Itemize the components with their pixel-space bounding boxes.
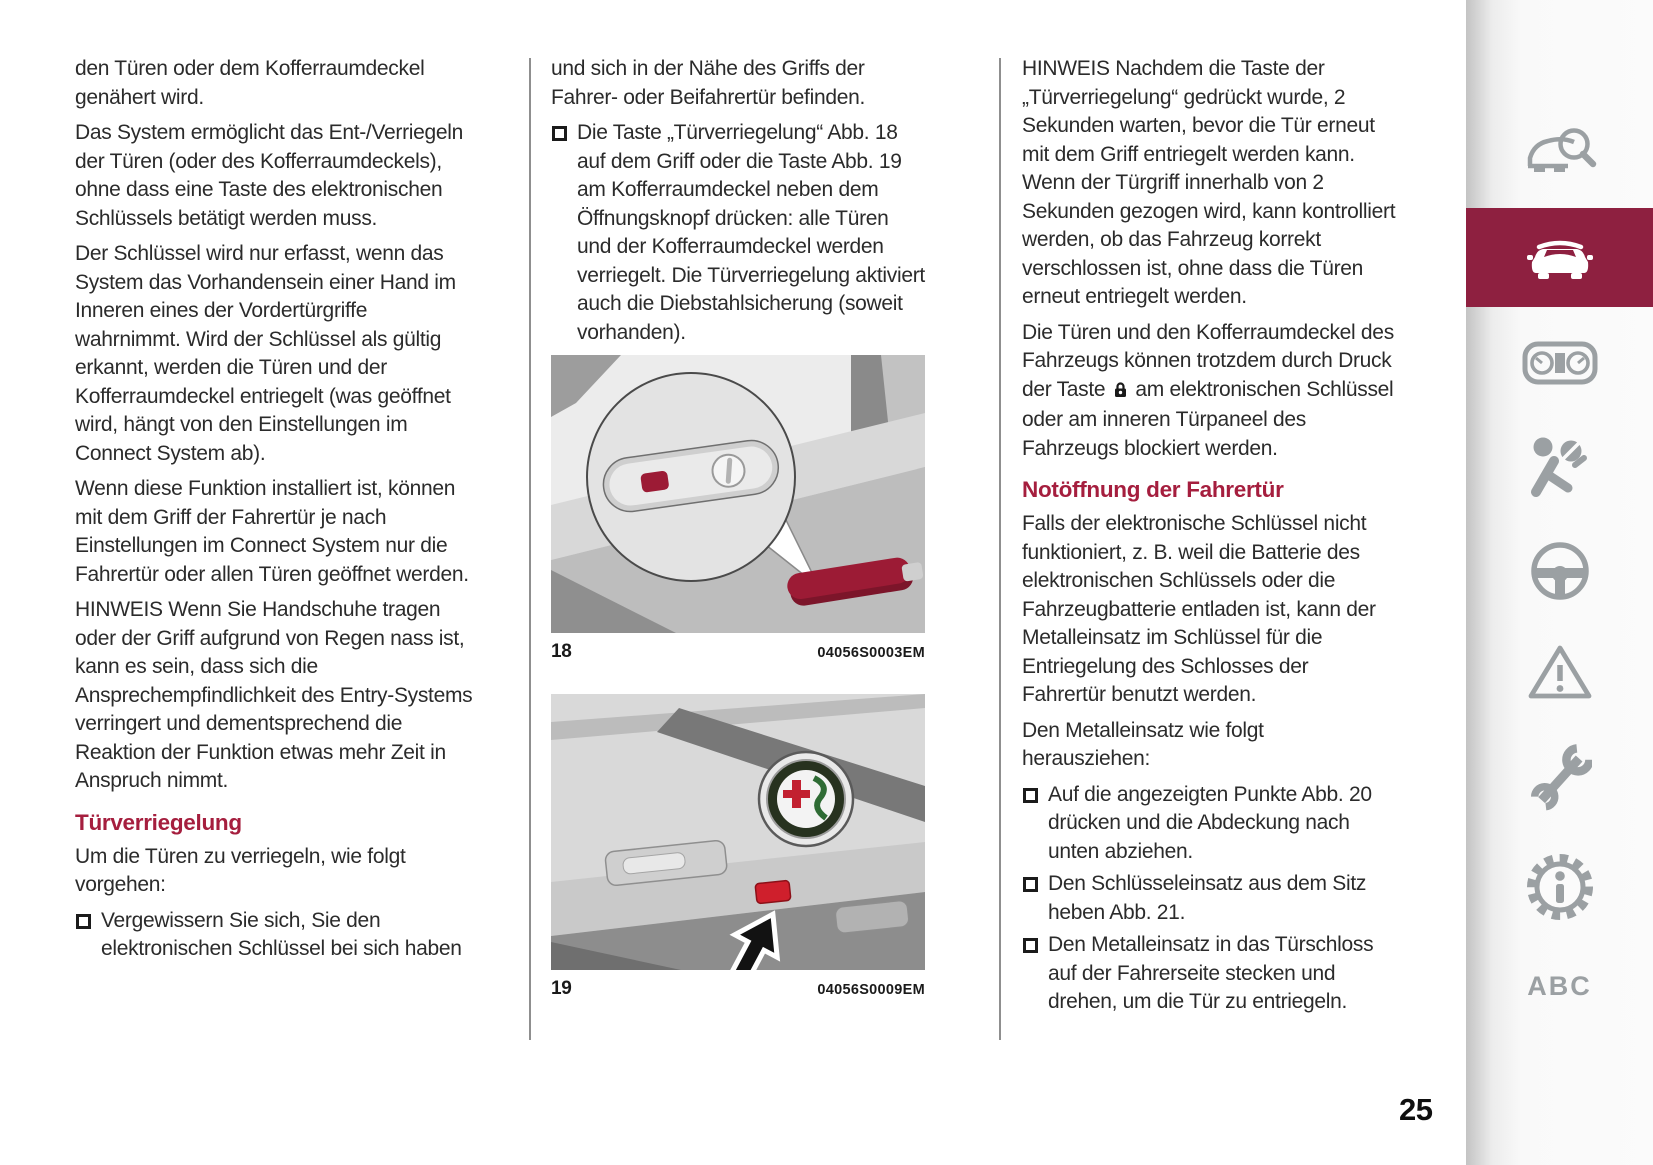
section-heading-tuerverriegelung: Türverriegelung (75, 809, 242, 835)
paragraph: Um die Türen zu verriegeln, wie folgt vorgehen: (75, 844, 406, 896)
square-bullet-icon (1023, 938, 1038, 953)
paragraph-text: am elektronischen Schlüssel oder am inneren Türpaneel des Fahrzeugs blockiert werden. (1022, 377, 1394, 460)
wrench-icon (1528, 737, 1592, 821)
figure-18 (551, 355, 925, 668)
steering-wheel-icon (1529, 540, 1591, 602)
figure-code: 04056S0003EM (817, 645, 925, 661)
paragraph: Das System ermöglicht das Ent-/Verriegeln der Türen (oder des Kofferraumdeckels), ohne dass eine Taste des elektronischen Schlüssels betätigt werden muss. (75, 121, 464, 230)
sidebar-item-dashboard[interactable] (1466, 334, 1653, 392)
paragraph: Den Metalleinsatz wie folgt herausziehen: (1022, 718, 1264, 770)
paragraph: Wenn diese Funktion installiert ist, können mit dem Griff der Fahrertür je nach Einstellungen im Connect System nur die Fahrertür oder allen Türen geöffnet werden. (75, 477, 469, 586)
sidebar-item-safety[interactable] (1466, 432, 1653, 500)
list-item (551, 119, 925, 347)
list-item-text: Vergewissern Sie sich, Sie den elektronischen Schlüssel bei sich haben (101, 908, 462, 960)
figure-number: 19 (551, 977, 572, 999)
trunk-lid-illustration (551, 694, 925, 970)
airbag-icon (1528, 434, 1592, 498)
sidebar-item-technical-data[interactable] (1466, 846, 1653, 928)
square-bullet-icon (552, 126, 567, 141)
info-gear-icon (1522, 849, 1598, 925)
column-right (1022, 55, 1396, 1021)
figure-19 (551, 694, 925, 1005)
sidebar-item-index[interactable] (1466, 964, 1653, 1008)
door-handle-illustration (551, 355, 925, 633)
dashboard-icon (1521, 337, 1599, 389)
alfa-romeo-badge (759, 752, 853, 846)
car-search-icon (1523, 121, 1597, 183)
column-middle (551, 55, 925, 1004)
sidebar-item-keys-doors-active[interactable] (1466, 208, 1653, 307)
square-bullet-icon (76, 914, 91, 929)
paragraph: HINWEIS Wenn Sie Handschuhe tragen oder der Griff aufgrund von Regen nass ist, kann es sein, dass sich die Ansprechempfindlichkeit des Entry-Systems verringert und dementsprechend die Reaktion der Funktion etwas mehr Zeit in Anspruch nimmt. (75, 598, 473, 792)
paragraph: HINWEIS Nachdem die Taste der „Türverriegelung“ gedrückt wurde, 2 Sekunden warten, bevor die Tür erneut mit dem Griff entriegelt werden kann. Wenn der Türgriff innerhalb von 2 Sekunden gezogen wird, kann kontrolliert werden, ob das Fahrzeug korrekt verschlossen ist, ohne dass die Türen erneut entriegelt werden. (1022, 57, 1396, 308)
page-number: 25 (1399, 1092, 1433, 1127)
figure-caption (551, 638, 925, 668)
list-item (1022, 870, 1396, 927)
list-item-text: Auf die angezeigten Punkte Abb. 20 drücken und die Abdeckung nach unten abziehen. (1048, 782, 1372, 863)
car-front-icon (1526, 234, 1594, 282)
chapter-sidebar (1466, 0, 1653, 1165)
sidebar-item-emergency[interactable] (1466, 640, 1653, 706)
sidebar-item-overview[interactable] (1466, 112, 1653, 192)
paragraph: den Türen oder dem Kofferraumdeckel genähert wird. (75, 57, 425, 109)
figure-number: 18 (551, 641, 572, 662)
figure-caption (551, 975, 925, 1005)
list-item (1022, 781, 1396, 867)
column-divider (999, 58, 1001, 1040)
paragraph: und sich in der Nähe des Griffs der Fahrer- oder Beifahrertür befinden. (551, 57, 866, 109)
list-item-text: Den Metalleinsatz in das Türschloss auf der Fahrerseite stecken und drehen, um die Tür zu entriegeln. (1048, 933, 1374, 1013)
paragraph-text: Die Türen und den Kofferraumdeckel des Fahrzeugs können trotzdem durch Druck der Taste (1022, 320, 1394, 401)
figure-code: 04056S0009EM (817, 981, 925, 998)
paragraph: Falls der elektronische Schlüssel nicht funktioniert, z. B. weil die Batterie des elektronischen Schlüssels oder die Fahrzeugbatterie entladen ist, kann der Metalleinsatz im Schlüssel für die Entriegelung des Schlosses der Fahrertür benutzt werden. (1022, 512, 1376, 706)
list-item-text: Die Taste „Türverriegelung“ Abb. 18 auf dem Griff oder die Taste Abb. 19 am Kofferraumdeckel neben dem Öffnungsknopf drücken: alle Türen und der Kofferraumdeckel werden verriegelt. Die Türverriegelung aktiviert auch die Diebstahlsicherung (soweit vorhanden). (577, 121, 925, 344)
section-heading-notoeffnung: Notöffnung der Fahrertür (1022, 477, 1284, 502)
abc-label: ABC (1527, 970, 1592, 1001)
list-item (1022, 931, 1396, 1017)
paragraph (1022, 319, 1396, 464)
warning-triangle-icon (1527, 643, 1593, 703)
square-bullet-icon (1023, 877, 1038, 892)
sidebar-item-driving[interactable] (1466, 538, 1653, 604)
list-item (75, 907, 473, 964)
sidebar-item-maintenance[interactable] (1466, 736, 1653, 822)
paragraph: Der Schlüssel wird nur erfasst, wenn das System das Vorhandensein einer Hand im Inneren eines der Vordertürgriffe wahrnimmt. Wird der Schlüssel als gültig erkannt, werden die Türen und der Kofferraumdeckel entriegelt (was geöffnet wird, hängt von den Einstellungen im Connect System ab). (75, 242, 456, 465)
column-divider (529, 58, 531, 1040)
lock-icon (1113, 378, 1128, 407)
list-item-text: Den Schlüsseleinsatz aus dem Sitz heben Abb. 21. (1048, 872, 1367, 924)
square-bullet-icon (1023, 788, 1038, 803)
column-left (75, 55, 473, 968)
